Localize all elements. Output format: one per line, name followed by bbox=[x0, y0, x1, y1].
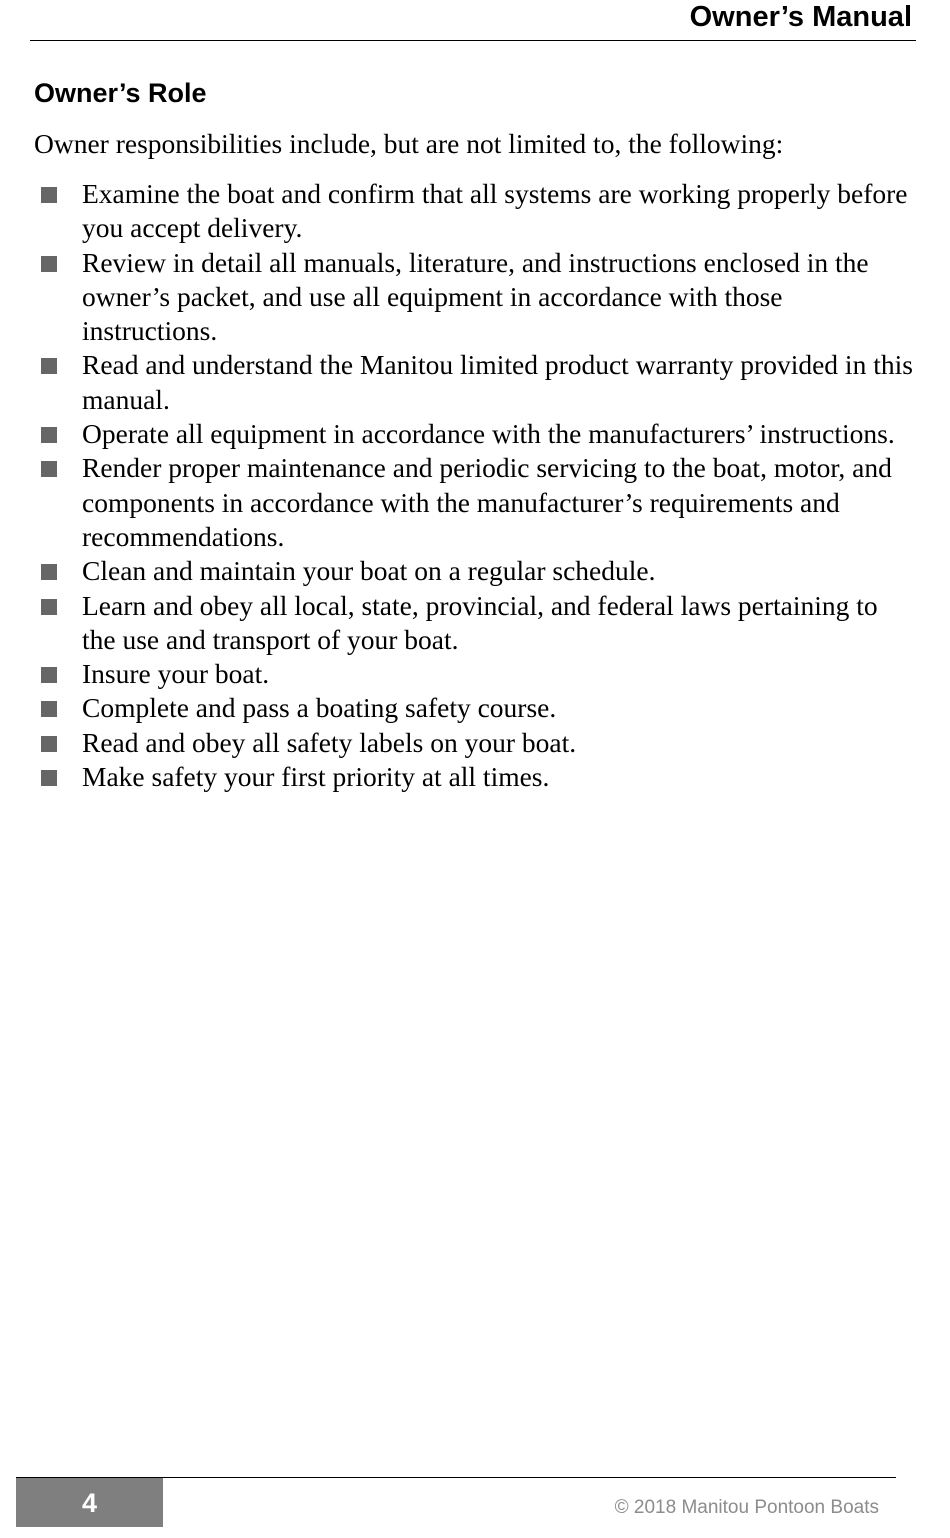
page-number: 4 bbox=[81, 1488, 98, 1518]
list-item-text: Render proper maintenance and periodic servicing to the boat, motor, and components in accordance with the manufacturer’s requirements and recommendations. bbox=[82, 452, 892, 552]
section-heading: Owner’s Role bbox=[34, 78, 207, 108]
list-item-text: Learn and obey all local, state, provincial, and federal laws pertaining to the use and transport of your boat. bbox=[82, 589, 878, 655]
list-item-text: Insure your boat. bbox=[82, 658, 270, 690]
square-bullet-icon bbox=[41, 599, 57, 615]
list-item-text: Operate all equipment in accordance with the manufacturers’ instructions. bbox=[82, 418, 895, 450]
list-item bbox=[82, 451, 917, 554]
list-item bbox=[82, 348, 917, 417]
square-bullet-icon bbox=[41, 358, 57, 374]
list-item bbox=[82, 726, 917, 760]
running-header-title: Owner’s Manual bbox=[689, 1, 912, 33]
square-bullet-icon bbox=[41, 701, 57, 717]
list-item bbox=[82, 417, 917, 451]
square-bullet-icon bbox=[41, 461, 57, 477]
square-bullet-icon bbox=[41, 770, 57, 786]
square-bullet-icon bbox=[41, 667, 57, 683]
list-item bbox=[82, 554, 917, 588]
list-item bbox=[82, 246, 917, 349]
list-item-text: Make safety your first priority at all times. bbox=[82, 761, 550, 793]
square-bullet-icon bbox=[41, 564, 57, 580]
square-bullet-icon bbox=[41, 427, 57, 443]
square-bullet-icon bbox=[41, 256, 57, 272]
header-divider bbox=[30, 40, 916, 41]
copyright-notice: © 2018 Manitou Pontoon Boats bbox=[614, 1497, 879, 1518]
list-item-text: Clean and maintain your boat on a regular schedule. bbox=[82, 555, 656, 587]
intro-paragraph: Owner responsibilities include, but are not limited to, the following: bbox=[34, 128, 784, 159]
list-item bbox=[82, 760, 917, 794]
responsibilities-list bbox=[82, 177, 917, 794]
list-item-text: Review in detail all manuals, literature, and instructions enclosed in the owner’s packet, and use all equipment in accordance with those instructions. bbox=[82, 246, 869, 347]
list-item bbox=[82, 657, 917, 691]
list-item-text: Read and understand the Manitou limited product warranty provided in this manual. bbox=[82, 349, 913, 415]
square-bullet-icon bbox=[41, 187, 57, 203]
list-item-text: Examine the boat and confirm that all systems are working properly before you accept delivery. bbox=[82, 178, 908, 244]
list-item bbox=[82, 177, 917, 246]
square-bullet-icon bbox=[41, 736, 57, 752]
list-item bbox=[82, 691, 917, 725]
list-item-text: Read and obey all safety labels on your boat. bbox=[82, 726, 577, 758]
list-item-text: Complete and pass a boating safety course. bbox=[82, 692, 557, 724]
list-item bbox=[82, 589, 917, 658]
